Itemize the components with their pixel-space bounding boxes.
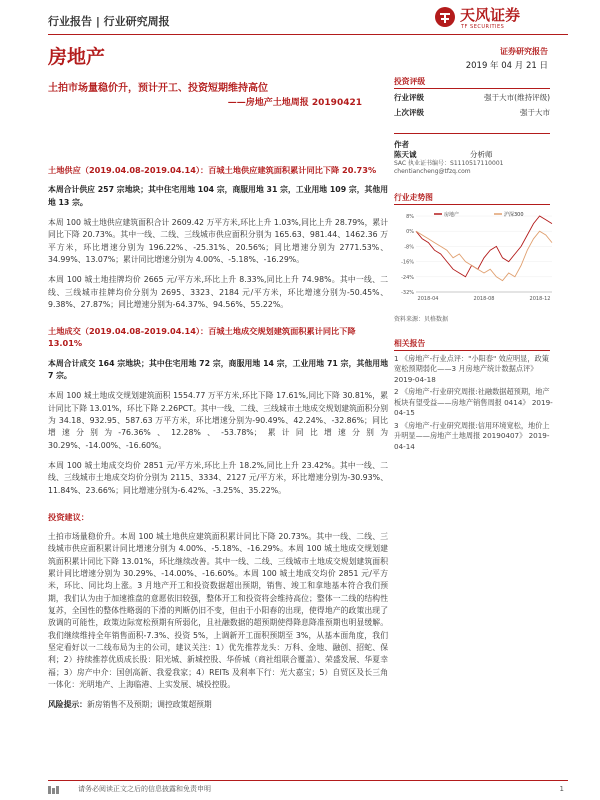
industry-rating-row <box>394 93 550 104</box>
land-deal-area-para: 本周 100 城土地成交规划建筑面积 1554.77 万平方米,环比下降 17.61%,同比下降 30.81%，累计同比下降 13.01%，环比下降 2.26PCT。其中一线、二线、三线城市土地成交规划建筑面积分别为 34.18、932.95、587.63 万平方米，环比增速分别为-90.49%、42.24%、-32.86%；同比增速分别为-76.36%、12.28%、-53.78%；累计同比增速分别为 30.29%、-14.00%、-16.60%。 <box>48 391 388 450</box>
trend-chart-svg <box>394 210 558 310</box>
industry-rating-label: 行业评级 <box>394 93 424 103</box>
report-subtitle: ——房地产土地周报 20190421 <box>227 98 362 108</box>
land-supply-summary: 本周合计供应 257 宗地块；其中住宅用地 104 宗，商服用地 31 宗，工业用地 109 宗，其他用地 13 宗。 <box>48 185 388 207</box>
land-supply-price-para: 本周 100 城土地挂牌均价 2665 元/平方米,环比上升 8.33%,同比上升 74.98%。其中一线、二线、三线城市挂牌均价分别为 2695、3323、2184 元/平方米，环比增速分别为-50.45%、9.38%、27.87%；同比增速分别为-64.37%、94.56%、55.22%。 <box>48 275 388 309</box>
header-title: 行业报告 | 行业研究周报 <box>48 15 170 28</box>
report-title: 土拍市场量稳价升，预计开工、投资短期维持高位 <box>48 83 268 94</box>
previous-rating-row <box>394 108 550 119</box>
risk-heading: 风险提示： <box>48 700 87 710</box>
rating-label: 投资评级 <box>394 76 550 89</box>
analyst-role: 分析师 <box>470 150 493 160</box>
company-logo <box>434 4 564 42</box>
report-type: 证券研究报告 <box>500 47 548 56</box>
footer-logo-icon <box>48 786 62 794</box>
related-report-3[interactable]: 3 《房地产-行业研究周报:信用环境宽松，地价上升明显——房地产土地周报 20190407》 2019-04-14 <box>394 420 550 451</box>
legend-label: 沪深300 <box>504 212 524 218</box>
main-content <box>48 82 388 712</box>
investment-advice-para: 土拍市场量稳价升。本周 100 城土地供应建筑面积累计同比下降 20.73%。其中一线、二线、三线城市供应面积累计同比增速分别为 4.00%、-5.18%、-16.29%。本周 100 城土地成交规划建筑面积累计同比下降 13.01%，环比继续改善。其中一线、二线、三线城市土地成交规划建筑面积累计同比增速分别为 30.29%、-14.00%、-16.60%。本周 100 城土地成交均价 2851 元/平方米，环比、同比均上涨。3 月地产开工和投资数据超出预期，销售、竣工和拿地基本符合我们预期，我们认为由于加速推盘的意愿依旧较强，整体开工和投资将会维持高位；整体一二线的结构性复苏，全国性的整体性略弱的下滑的判断仍旧不变，但由于小阳春的出现，使得地产的政策出现了放调的可能性，政策边际宽松预期有所弱化，且社融数据的超预期使得降息降准预期也明显缓解。我们继续维持全年销售面积-7.3%、投资 5%，上调新开工面积预期至 3%，从基本面角度，我们坚定看好以一二线布局为主的公司，建议关注：1）优先推荐龙头：万科、金地、融创、招蛇、保利；2）持续推荐优质成长股：阳光城、新城控股、华侨城（商社组联合覆盖）、荣盛发展、华夏幸福；3）房产中介：国创高新、我爱我家；4）REITs 及利率下行：光大嘉宝；5）自贸区及长三角一体化：光明地产、上海临港、上实发展、城投控股。 <box>48 532 388 689</box>
page-header <box>48 6 568 34</box>
investment-advice-heading: 投资建议： <box>48 511 89 522</box>
related-report-2[interactable]: 2 《房地产-行业研究周报:社融数据超预期，地产板块有望受益——房地产销售周报 0414》 2019-04-15 <box>394 387 553 418</box>
legend-label: 房地产 <box>444 212 460 218</box>
analyst-block <box>394 133 550 176</box>
footer-disclaimer: 请务必阅读正文之后的信息披露和免责申明 <box>78 785 211 793</box>
analyst-sac: SAC 执业证书编号：S1110517110001 <box>394 160 504 168</box>
y-tick-label: -16% <box>401 259 414 266</box>
y-tick-label: -8% <box>404 244 414 251</box>
chart-section-label: 行业走势图 <box>394 192 550 205</box>
land-deal-summary: 本周合计成交 164 宗地块；其中住宅用地 72 宗，商服用地 14 宗，工业用地 71 宗，其他用地 7 宗。 <box>48 358 388 381</box>
land-supply-area-para: 本周 100 城土地供应建筑面积合计 2609.42 万平方米,环比上升 1.03%,同比上升 28.79%，累计同比下降 20.73%。其中一线、二线、三线城市供应面积分别为 165.63、981.44、1462.36 万平方米，环比增速分别为 196.22%、-25.31%、20.56%；同比增速分别为 2771.53%、34.99%、13.07%；累计同比增速分别为 4.00%、-5.18%、-16.29%。 <box>48 217 388 264</box>
logo-subtext: TF SECURITIES <box>461 24 505 30</box>
analyst-row <box>394 150 550 160</box>
land-supply-heading: 土地供应（2019.04.08-2019.04.14）：百城土地供应建筑面积累计同比下降 20.73% <box>48 165 377 176</box>
footer-divider <box>48 780 568 781</box>
risk-block <box>48 699 388 711</box>
industry-trend-chart <box>394 210 558 310</box>
y-tick-label: 0% <box>406 229 414 236</box>
related-reports-list <box>394 354 556 454</box>
related-report-1[interactable]: 1 《房地产-行业点评："小阳春" 效应明显，政策宽松预期弱化——3 月房地产统计数据点评》 2019-04-18 <box>394 354 549 384</box>
header-divider <box>48 34 568 35</box>
related-reports-label: 相关报告 <box>394 338 550 351</box>
sidebar <box>394 76 550 176</box>
y-tick-label: 8% <box>406 214 414 220</box>
y-tick-label: -24% <box>401 274 414 281</box>
analyst-section-label: 作者 <box>394 140 409 150</box>
previous-rating-value: 强于大市 <box>520 108 550 118</box>
page-number: 1 <box>559 785 564 793</box>
page-footer <box>48 784 568 798</box>
x-tick-label: 2018-08 <box>473 296 495 302</box>
report-date: 2019 年 04 月 21 日 <box>465 61 548 71</box>
analyst-email[interactable]: chentiancheng@tfzq.com <box>394 168 471 176</box>
series-line-1 <box>416 231 552 280</box>
land-deal-price-para: 本周 100 城土地成交均价 2851 元/平方米,环比上升 18.2%,同比上升 23.42%。其中一线、二线、三线城市土地成交均价分别为 2115、3334、2127 元/平方米，环比增速分别为-30.93%、11.84%、23.66%；同比增速分别为-6.42%、-3.25%、35.22%。 <box>48 460 388 495</box>
sector-title: 房地产 <box>48 46 106 68</box>
y-tick-label: -32% <box>401 290 414 296</box>
risk-text: 新房销售不及预期；调控政策超预期 <box>86 700 212 710</box>
previous-rating-label: 上次评级 <box>394 108 424 118</box>
logo-text: 天风证券 <box>460 6 521 24</box>
x-tick-label: 2018-04 <box>417 296 439 302</box>
industry-rating-value: 强于大市(维持评级) <box>484 93 550 103</box>
analyst-name: 陈天诚 <box>394 150 417 160</box>
land-deal-heading: 土地成交（2019.04.08-2019.04.14）：百城土地成交规划建筑面积累计同比下降 13.01% <box>48 326 356 349</box>
chart-source: 资料来源：贝格数据 <box>394 316 449 323</box>
x-tick-label: 2018-12 <box>529 296 551 302</box>
logo-mark-icon <box>434 6 456 28</box>
